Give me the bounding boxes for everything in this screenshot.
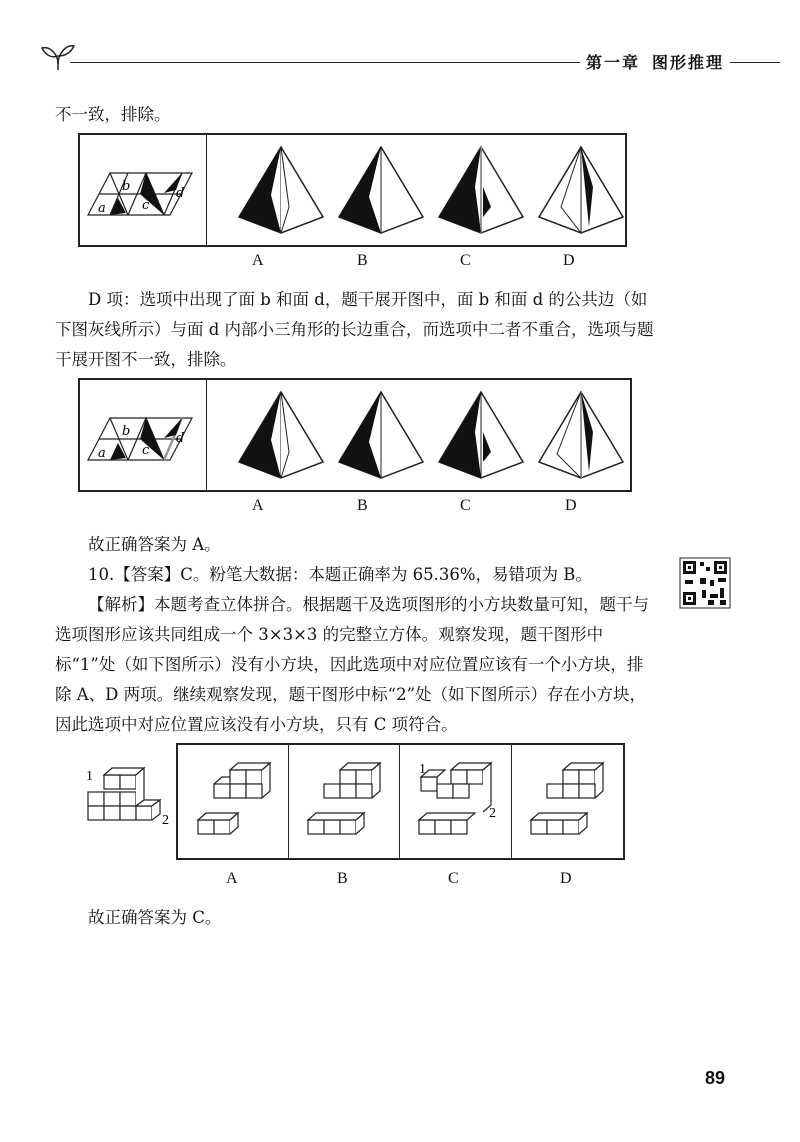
face-a-label: a — [98, 201, 106, 216]
mark-2-stem: 2 — [162, 813, 169, 828]
net-diagram — [80, 135, 206, 245]
cube-option-c — [399, 745, 512, 858]
face-c-label: c — [142, 198, 150, 213]
cube-stem-figure — [82, 760, 177, 840]
face-b-label: b — [122, 179, 131, 194]
pyramid2-option-c — [439, 392, 523, 478]
mark-2-option-c: 2 — [489, 806, 496, 821]
pyramid-option-c — [439, 147, 523, 233]
fig1-label-a: A — [252, 252, 264, 269]
figure-1-options — [206, 135, 625, 245]
figure-2-options — [206, 380, 630, 490]
chapter-number: 第一章 — [585, 53, 640, 72]
fig2-label-b: B — [357, 497, 368, 514]
figure-2-stem — [80, 380, 207, 490]
fig1-label-b: B — [357, 252, 368, 269]
fig3-label-c: C — [448, 870, 459, 887]
fig2-label-c: C — [460, 497, 471, 514]
fig3-label-b: B — [337, 870, 348, 887]
pyramid2-option-a — [239, 392, 323, 478]
figure-2 — [78, 378, 632, 492]
fig1-label-d: D — [563, 252, 575, 269]
fig2-label-a: A — [252, 497, 264, 514]
pyramid-option-a — [239, 147, 323, 233]
page-number: 89 — [704, 1068, 725, 1088]
chapter-title: 图形推理 — [651, 53, 724, 72]
figure-3-options — [176, 743, 625, 860]
qr-code-icon[interactable] — [680, 558, 730, 608]
net-diagram-gray-edge — [80, 380, 206, 490]
paragraph-1: 不一致，排除。 — [55, 105, 171, 124]
leaf-icon — [40, 40, 76, 68]
cube-option-a — [178, 745, 289, 858]
fig1-label-c: C — [460, 252, 471, 269]
face-b-label-2: b — [122, 424, 131, 439]
paragraph-2: D 项：选项中出现了面 b 和面 d，题干展开图中，面 b 和面 d 的公共边（如下图灰线所示）与面 d 内部小三角形的长边重合，而选项中二者不重合，选项与题干展开图不一致，排除。 — [55, 290, 654, 369]
figure-1 — [78, 133, 627, 247]
face-a-label-2: a — [98, 446, 106, 461]
chapter-header — [580, 50, 730, 73]
pyramid2-option-d — [539, 392, 623, 478]
fig2-label-d: D — [565, 497, 577, 514]
fig3-label-a: A — [226, 870, 238, 887]
cube-option-d — [511, 745, 623, 858]
figure-1-stem — [80, 135, 207, 245]
face-d-label-2: d — [176, 431, 185, 446]
fig3-label-d: D — [560, 870, 572, 887]
pyramid-option-d — [539, 147, 623, 233]
cube-option-b — [288, 745, 400, 858]
mark-1-stem: 1 — [86, 769, 93, 784]
face-d-label: d — [176, 186, 185, 201]
analysis-paragraph: 【解析】本题考查立体拼合。根据题干及选项图形的小方块数量可知，题干与选项图形应该共同组成一个 3×3×3 的完整立方体。观察发现，题干图形中标“1”处（如下图所示）没有小方块，因此选项中对应位置应该有一个小方块，排除 A、D 两项。继续观察发现，题干图形中标“2”处（如下图所示）存在小方块，因此选项中对应位置应该没有小方块，只有 C 项符合。 — [55, 595, 649, 734]
pyramid-option-b — [339, 147, 423, 233]
paragraph-final: 故正确答案为 C。 — [88, 908, 222, 927]
question-10-answer: 10.【答案】C。粉笔大数据：本题正确率为 65.36%，易错项为 B。 — [88, 565, 592, 584]
face-c-label-2: c — [142, 443, 150, 458]
paragraph-3: 故正确答案为 A。 — [88, 535, 221, 554]
mark-1-option-c: 1 — [419, 762, 426, 777]
pyramid2-option-b — [339, 392, 423, 478]
